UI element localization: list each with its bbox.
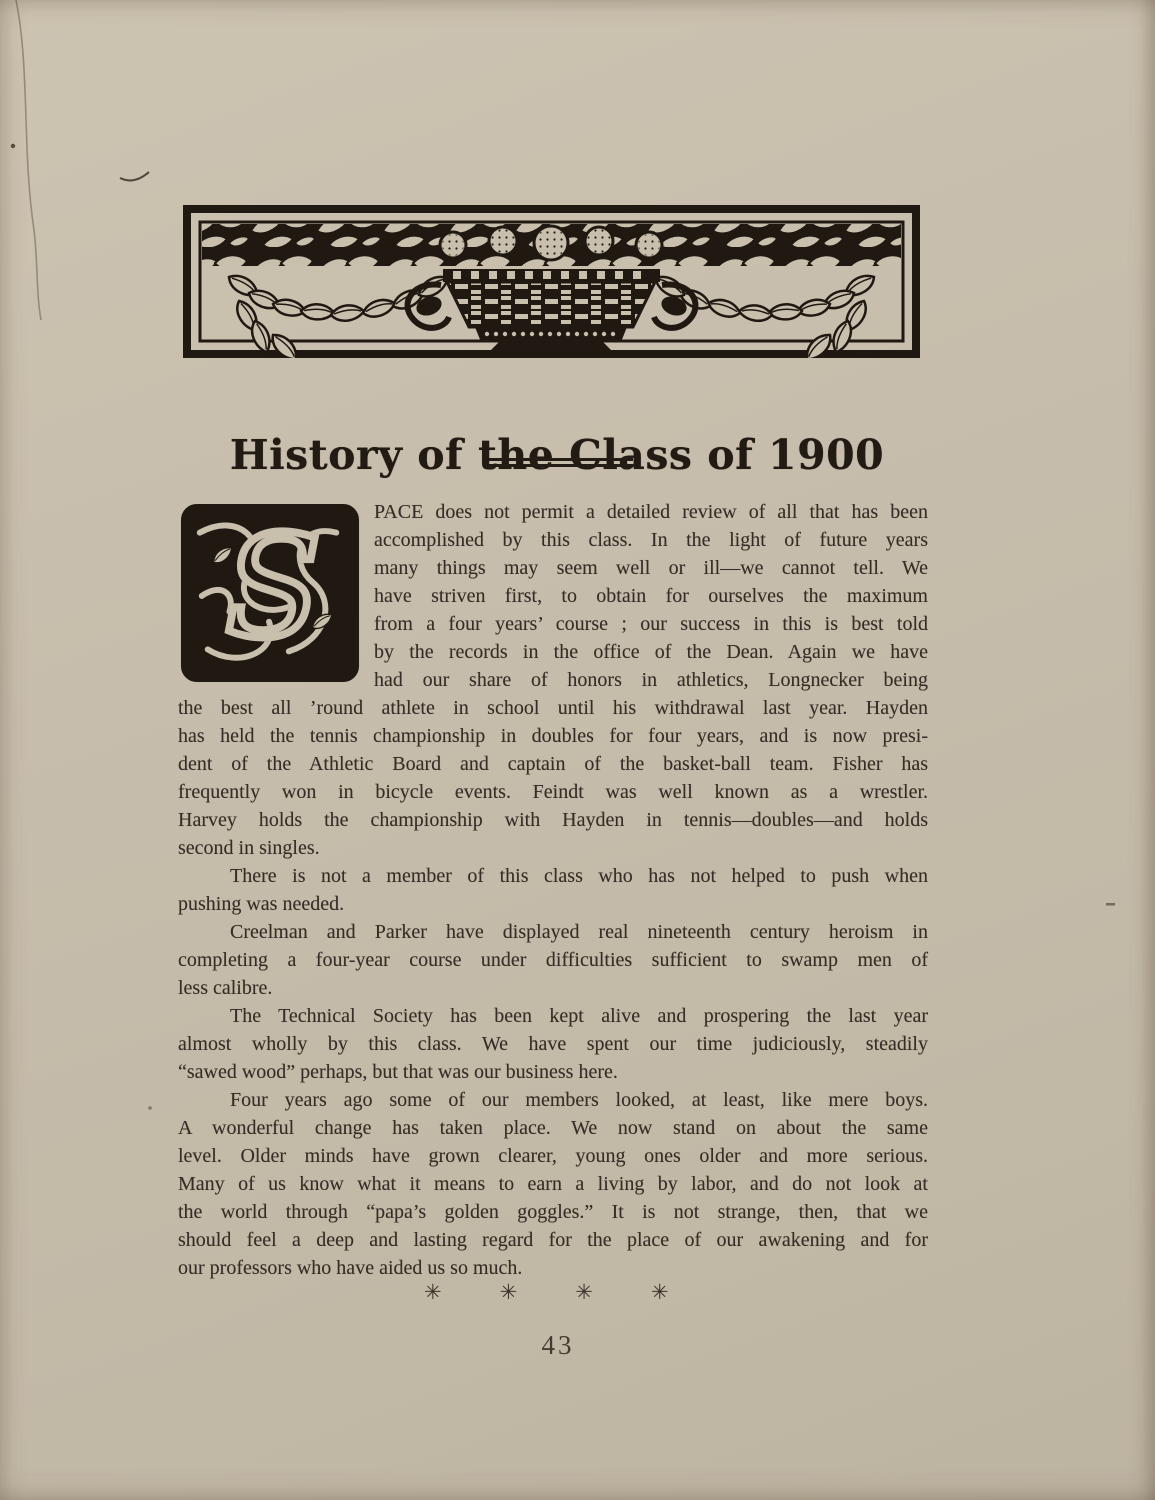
text-line: frequently won in bicycle events. Feindt was well known as a wrestler. xyxy=(178,781,928,803)
text-line: our professors who have aided us so much. xyxy=(178,1257,523,1279)
text-line: pushing was needed. xyxy=(178,893,345,915)
stray-dash-mark xyxy=(1106,903,1115,906)
text-line: has held the tennis championship in doubles for four years, and is now presi- xyxy=(178,725,928,747)
drop-cap-initial xyxy=(178,500,362,686)
text-line: second in singles. xyxy=(178,837,320,859)
text-line: There is not a member of this class who has not helped to push when xyxy=(230,865,928,887)
page-title: History of the Class of 1900 xyxy=(229,431,885,480)
text-line: many things may seem well or ill—we cannot tell. We xyxy=(374,557,928,579)
drop-cap-woodcut xyxy=(178,500,362,686)
text-line: the world through “papa’s golden goggles.” It is not strange, then, that we xyxy=(178,1201,928,1223)
text-line: The Technical Society has been kept alive and prospering the last year xyxy=(230,1005,928,1027)
text-line: dent of the Athletic Board and captain of the basket-ball team. Fisher has xyxy=(178,753,928,775)
title-double-underline xyxy=(489,458,633,467)
headpiece-basket-ornament xyxy=(183,205,920,358)
ink-speck xyxy=(11,144,15,148)
text-line: almost wholly by this class. We have spent our time judiciously, steadily xyxy=(178,1033,928,1055)
text-line: Harvey holds the championship with Hayden in tennis—doubles—and holds xyxy=(178,809,928,831)
asterisk-icon: ✳ xyxy=(650,1280,669,1304)
asterisk-icon: ✳ xyxy=(499,1280,518,1304)
text-line: from a four years’ course ; our success in this is best told xyxy=(374,613,928,635)
text-line: completing a four-year course under difficulties sufficient to swamp men of xyxy=(178,949,928,971)
asterisk-icon: ✳ xyxy=(575,1280,593,1304)
ink-speck xyxy=(148,1106,152,1110)
page-number: 43 xyxy=(541,1330,575,1360)
section-separator xyxy=(424,1280,668,1304)
text-line: Many of us know what it means to earn a living by labor, and do not look at xyxy=(178,1173,928,1195)
text-line: by the records in the office of the Dean. Again we have xyxy=(374,641,928,663)
text-line: PACE does not permit a detailed review of all that has been xyxy=(374,501,928,523)
pencil-mark xyxy=(120,172,149,180)
text-line: Four years ago some of our members looked, at least, like mere boys. xyxy=(230,1089,928,1111)
text-line: “sawed wood” perhaps, but that was our business here. xyxy=(178,1061,618,1083)
drop-cap-letter: S xyxy=(224,506,322,670)
text-line: have striven first, to obtain for ourselves the maximum xyxy=(374,585,928,607)
text-line: A wonderful change has taken place. We now stand on about the same xyxy=(178,1117,928,1139)
text-line: the best all ’round athlete in school until his withdrawal last year. Hayden xyxy=(178,697,928,719)
paper-crack-mark xyxy=(16,0,41,320)
text-line: should feel a deep and lasting regard for the place of our awakening and for xyxy=(178,1229,928,1251)
asterisk-icon: ✳ xyxy=(424,1280,442,1304)
text-line: had our share of honors in athletics, Longnecker being xyxy=(374,669,928,691)
text-line: less calibre. xyxy=(178,977,273,999)
text-line: accomplished by this class. In the light of future years xyxy=(374,529,928,551)
text-line: Creelman and Parker have displayed real nineteenth century heroism in xyxy=(230,921,928,943)
body-text xyxy=(178,498,928,1282)
text-line: level. Older minds have grown clearer, young ones older and more serious. xyxy=(178,1145,928,1167)
